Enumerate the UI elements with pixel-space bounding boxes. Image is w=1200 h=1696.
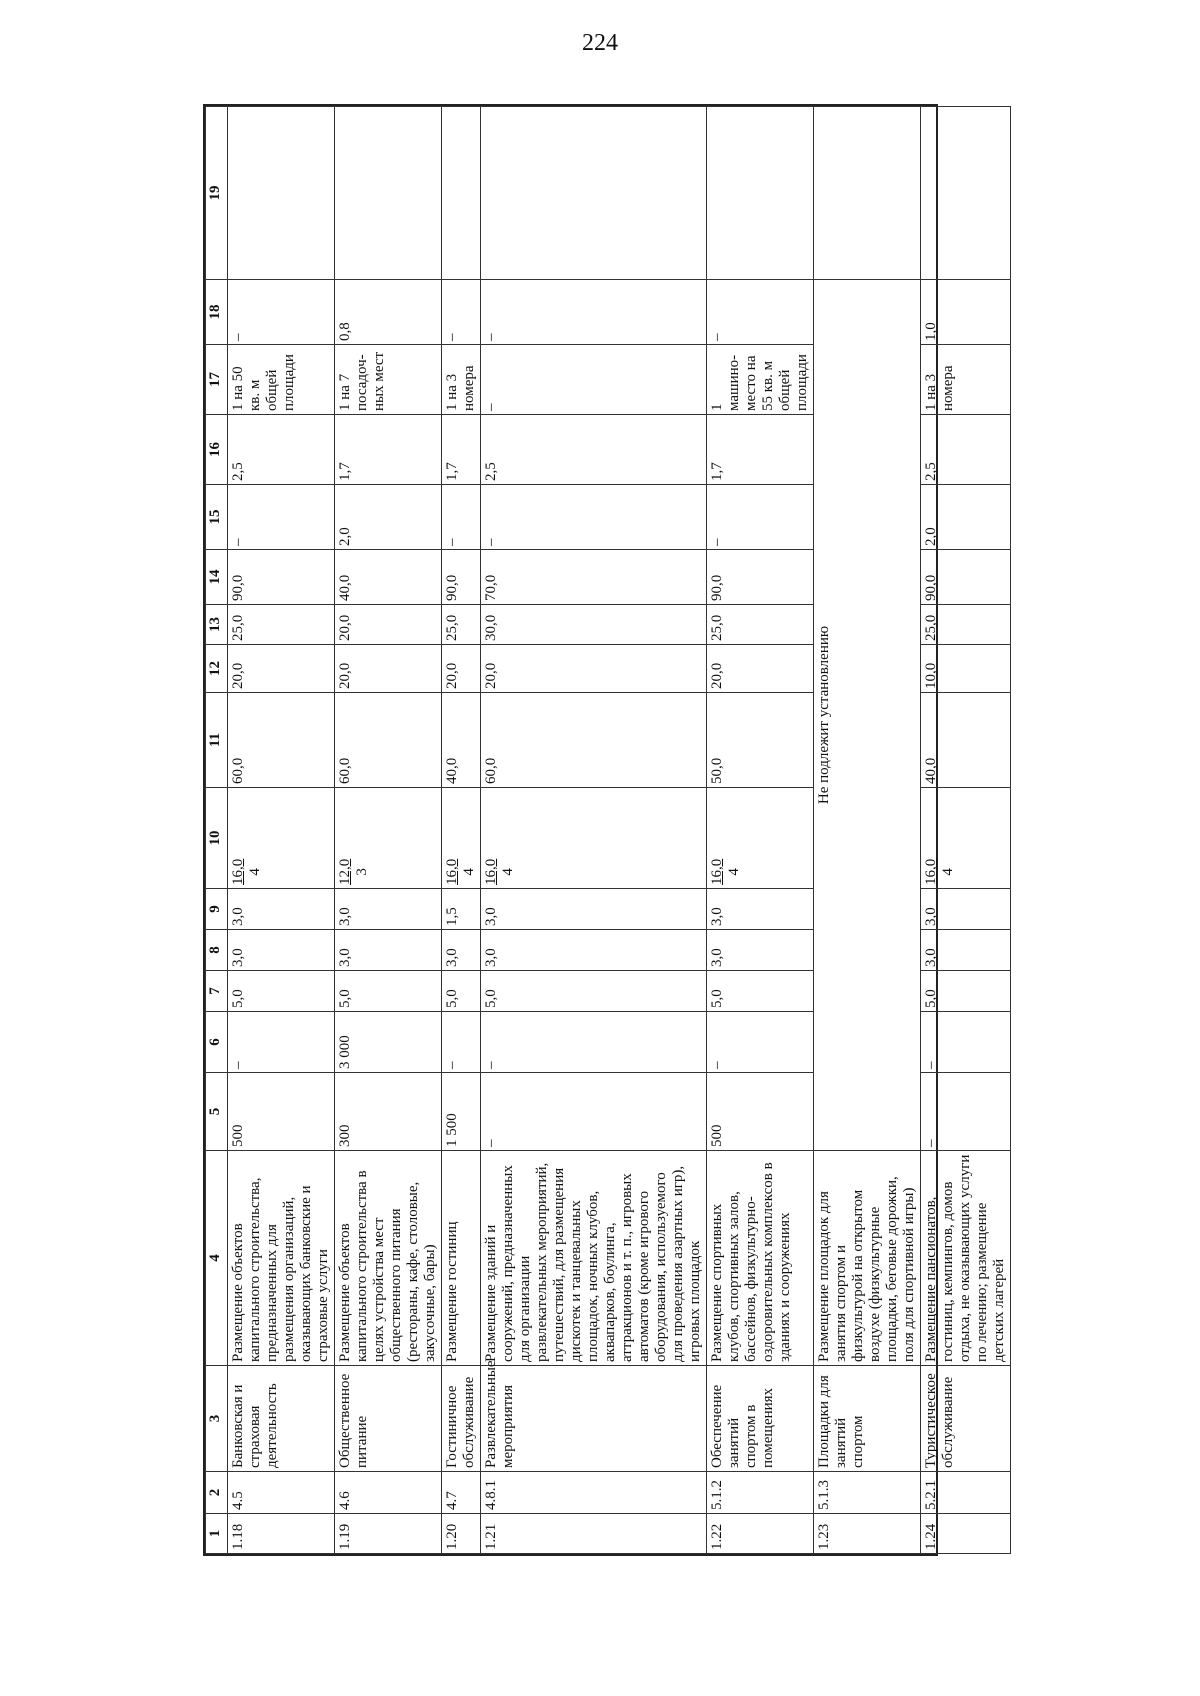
cell-c16: 1,7 (707, 415, 814, 485)
cell-c17: 1 на 50 кв. м общей площади (228, 345, 335, 415)
cell-c6: – (481, 1012, 707, 1073)
cell-c18: – (481, 280, 707, 345)
cell-c2: 4.6 (335, 1472, 442, 1514)
header-cell: 7 (206, 971, 228, 1012)
cell-c17: 1 на 3 номера (442, 345, 481, 415)
cell-c8: 3,0 (921, 930, 1011, 971)
cell-c10 (442, 788, 481, 889)
header-cell: 8 (206, 930, 228, 971)
cell-c7: 5,0 (481, 971, 707, 1012)
cell-c15: – (707, 485, 814, 550)
cell-c12: 10,0 (921, 645, 1011, 693)
cell-c19 (814, 107, 921, 280)
cell-c12: 20,0 (228, 645, 335, 693)
cell-c18: – (228, 280, 335, 345)
cell-c3: Общественное питание (335, 1366, 442, 1472)
fraction-denominator: 4 (726, 868, 742, 876)
cell-c13: 25,0 (921, 605, 1011, 645)
fraction-numerator: 16,0 (483, 858, 499, 885)
cell-c11: 60,0 (335, 693, 442, 788)
cell-c16: 2,5 (921, 415, 1011, 485)
fraction-denominator: 4 (247, 868, 263, 876)
cell-c5: 1 500 (442, 1073, 481, 1151)
cell-c13: 25,0 (442, 605, 481, 645)
cell-c19 (335, 107, 442, 280)
cell-c8: 3,0 (707, 930, 814, 971)
cell-c3: Площадки для занятий спортом (814, 1366, 921, 1472)
cell-c9: 3,0 (228, 889, 335, 930)
cell-c11: 40,0 (921, 693, 1011, 788)
cell-c2: 4.8.1 (481, 1472, 707, 1514)
cell-c7: 5,0 (335, 971, 442, 1012)
cell-c12: 20,0 (335, 645, 442, 693)
header-row (206, 107, 228, 1554)
header-cell: 4 (206, 1151, 228, 1366)
cell-c2: 5.2.1 (921, 1472, 1011, 1514)
cell-c18: – (442, 280, 481, 345)
header-cell: 17 (206, 345, 228, 415)
cell-c14: 90,0 (921, 550, 1011, 605)
cell-c15: – (442, 485, 481, 550)
cell-c13: 30,0 (481, 605, 707, 645)
cell-c14: 90,0 (228, 550, 335, 605)
page-number: 224 (582, 30, 618, 56)
cell-c6: 3 000 (335, 1012, 442, 1073)
fraction (230, 859, 264, 885)
header-cell: 18 (206, 280, 228, 345)
cell-c2: 5.1.3 (814, 1472, 921, 1514)
header-cell: 16 (206, 415, 228, 485)
cell-c18: 1,0 (921, 280, 1011, 345)
cell-c16: 1,7 (335, 415, 442, 485)
cell-c8: 3,0 (335, 930, 442, 971)
header-cell: 12 (206, 645, 228, 693)
merged-note-cell: Не подлежит установлению (814, 280, 921, 1151)
cell-c14: 70,0 (481, 550, 707, 605)
cell-c5: 500 (228, 1073, 335, 1151)
cell-c2: 4.5 (228, 1472, 335, 1514)
header-cell: 15 (206, 485, 228, 550)
cell-c10 (481, 788, 707, 889)
cell-c15: 2,0 (335, 485, 442, 550)
cell-c17: 1 на 7 посадоч-ных мест (335, 345, 442, 415)
header-cell: 19 (206, 107, 228, 280)
fraction-numerator: 16,0 (444, 858, 460, 885)
cell-c3: Развлекательные мероприятия (481, 1366, 707, 1472)
cell-c5: 500 (707, 1073, 814, 1151)
cell-c9: 1,5 (442, 889, 481, 930)
table-row (442, 107, 481, 1554)
rotated-table-container (205, 106, 1007, 1554)
cell-c14: 90,0 (442, 550, 481, 605)
cell-c15: – (481, 485, 707, 550)
cell-c16: 2,5 (481, 415, 707, 485)
fraction (483, 859, 517, 885)
header-cell: 6 (206, 1012, 228, 1073)
header-cell: 2 (206, 1472, 228, 1514)
cell-c12: 20,0 (442, 645, 481, 693)
cell-c5: – (481, 1073, 707, 1151)
table-row (921, 107, 1011, 1554)
cell-c8: 3,0 (442, 930, 481, 971)
cell-c2: 5.1.2 (707, 1472, 814, 1514)
fraction (923, 859, 957, 885)
cell-c4: Размещение объектов капитального строительства в целях устройства мест общественного питания (рестораны, кафе, столовые, закусочные, бары) (335, 1151, 442, 1366)
cell-c4: Размещение объектов капитального строительства, предназначенных для размещения организаций, оказывающих банковские и страховые услуги (228, 1151, 335, 1366)
cell-c1: 1.22 (707, 1514, 814, 1554)
header-cell: 13 (206, 605, 228, 645)
header-cell: 11 (206, 693, 228, 788)
fraction-numerator: 12,0 (337, 858, 353, 885)
cell-c18: – (707, 280, 814, 345)
cell-c17: – (481, 345, 707, 415)
cell-c19 (481, 107, 707, 280)
cell-c5: 300 (335, 1073, 442, 1151)
cell-c6: – (442, 1012, 481, 1073)
fraction (444, 859, 478, 885)
cell-c4: Размещение площадок для занятия спортом и физкультурой на открытом воздухе (физкультурные площадки, беговые дорожки, поля для спортивной игры) (814, 1151, 921, 1366)
cell-c9: 3,0 (921, 889, 1011, 930)
cell-c3: Банковская и страховая деятельность (228, 1366, 335, 1472)
cell-c19 (707, 107, 814, 280)
cell-c3: Обеспечение занятий спортом в помещениях (707, 1366, 814, 1472)
fraction-denominator: 3 (354, 868, 370, 876)
rotated-table-frame (203, 104, 1007, 1556)
cell-c7: 5,0 (228, 971, 335, 1012)
cell-c8: 3,0 (228, 930, 335, 971)
cell-c14: 90,0 (707, 550, 814, 605)
cell-c6: – (707, 1012, 814, 1073)
header-cell: 10 (206, 788, 228, 889)
fraction (337, 859, 371, 885)
header-cell: 1 (206, 1514, 228, 1554)
cell-c11: 60,0 (481, 693, 707, 788)
cell-c5: – (921, 1073, 1011, 1151)
cell-c7: 5,0 (707, 971, 814, 1012)
cell-c15: 2,0 (921, 485, 1011, 550)
cell-c18: 0,8 (335, 280, 442, 345)
cell-c1: 1.23 (814, 1514, 921, 1554)
cell-c16: 1,7 (442, 415, 481, 485)
table-row (228, 107, 335, 1554)
cell-c17: 1 машино-место на 55 кв. м общей площади (707, 345, 814, 415)
cell-c11: 40,0 (442, 693, 481, 788)
cell-c3: Гостиничное обслуживание (442, 1366, 481, 1472)
cell-c13: 20,0 (335, 605, 442, 645)
cell-c12: 20,0 (707, 645, 814, 693)
cell-c14: 40,0 (335, 550, 442, 605)
cell-c10 (335, 788, 442, 889)
cell-c2: 4.7 (442, 1472, 481, 1514)
cell-c1: 1.20 (442, 1514, 481, 1554)
cell-c3: Туристическое обслуживание (921, 1366, 1011, 1472)
cell-c11: 60,0 (228, 693, 335, 788)
cell-c4: Размещение спортивных клубов, спортивных залов, бассейнов, физкультурно-оздоровительных комплексов в зданиях и сооружениях (707, 1151, 814, 1366)
cell-c1: 1.18 (228, 1514, 335, 1554)
cell-c4: Размещение пансионатов, гостиниц, кемпингов, домов отдыха, не оказывающих услуги по лечению; размещение детских лагерей (921, 1151, 1011, 1366)
cell-c19 (228, 107, 335, 280)
cell-c10 (921, 788, 1011, 889)
table-row (814, 107, 921, 1554)
cell-c8: 3,0 (481, 930, 707, 971)
regulations-table (205, 106, 1011, 1554)
cell-c1: 1.24 (921, 1514, 1011, 1554)
header-cell: 9 (206, 889, 228, 930)
cell-c11: 50,0 (707, 693, 814, 788)
cell-c17: 1 на 3 номера (921, 345, 1011, 415)
cell-c13: 25,0 (228, 605, 335, 645)
cell-c10 (228, 788, 335, 889)
fraction-denominator: 4 (500, 868, 516, 876)
cell-c9: 3,0 (335, 889, 442, 930)
cell-c9: 3,0 (481, 889, 707, 930)
cell-c6: – (921, 1012, 1011, 1073)
cell-c7: 5,0 (442, 971, 481, 1012)
fraction-denominator: 4 (461, 868, 477, 876)
cell-c6: – (228, 1012, 335, 1073)
cell-c19 (442, 107, 481, 280)
cell-c15: – (228, 485, 335, 550)
table-row (481, 107, 707, 1554)
cell-c13: 25,0 (707, 605, 814, 645)
header-cell: 3 (206, 1366, 228, 1472)
fraction-denominator: 4 (940, 868, 956, 876)
cell-c4: Размещение зданий и сооружений, предназначенных для организации развлекательных мероприятий, путешествий, для размещения дискотек и танцевальных площадок, ночных клубов, аквапарков, боулинга, аттракционов и т. п., игровых автоматов (кроме игрового оборудования, используемого для проведения азартных игр), игровых площадок (481, 1151, 707, 1366)
cell-c9: 3,0 (707, 889, 814, 930)
table-row (707, 107, 814, 1554)
cell-c19 (921, 107, 1011, 280)
table-row (335, 107, 442, 1554)
fraction-numerator: 16,0 (230, 858, 246, 885)
header-cell: 5 (206, 1073, 228, 1151)
fraction-numerator: 16,0 (709, 858, 725, 885)
fraction (709, 859, 743, 885)
cell-c4: Размещение гостиниц (442, 1151, 481, 1366)
cell-c16: 2,5 (228, 415, 335, 485)
cell-c1: 1.21 (481, 1514, 707, 1554)
cell-c1: 1.19 (335, 1514, 442, 1554)
header-cell: 14 (206, 550, 228, 605)
fraction-numerator: 16,0 (923, 858, 939, 885)
cell-c7: 5,0 (921, 971, 1011, 1012)
cell-c12: 20,0 (481, 645, 707, 693)
cell-c10 (707, 788, 814, 889)
